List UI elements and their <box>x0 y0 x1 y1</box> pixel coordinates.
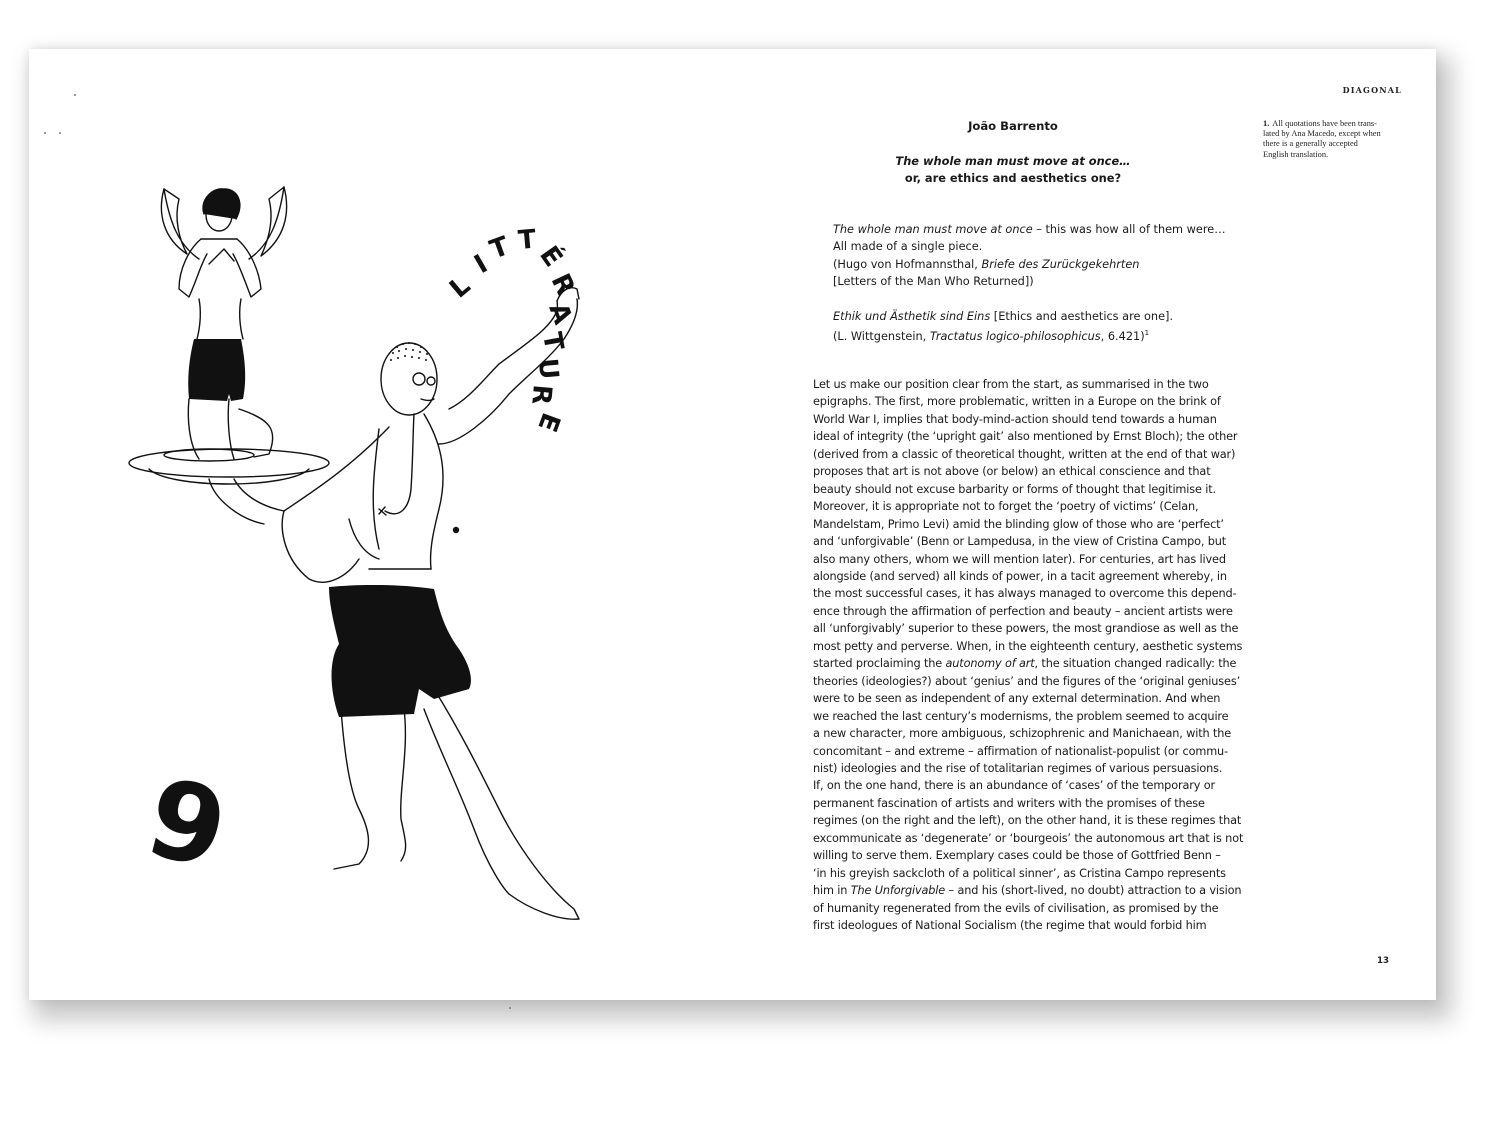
body-line: theories (ideologies?) about ‘genius’ and the figures of the ‘original geniuses’ <box>813 674 1241 688</box>
epigraph-1-line-2: All made of a single piece. <box>833 240 983 254</box>
body-line: a new character, more ambiguous, schizophrenic and Manichaean, with the <box>813 727 1232 741</box>
body-line: all ‘unforgivably’ superior to these powers, the most grandiose as well as the <box>813 622 1239 636</box>
body-line: willing to serve them. Exemplary cases could be those of Gottfried Benn – <box>813 849 1221 863</box>
body-line: Let us make our position clear from the start, as summarised in the two <box>813 378 1209 391</box>
body-line: excommunicate as ‘degenerate’ or ‘bourgeois’ the autonomous art that is not <box>813 831 1244 845</box>
paper-speck <box>44 132 46 134</box>
footnote-line: lated by Ana Macedo, except when <box>1263 129 1381 139</box>
footnote <box>1263 119 1403 160</box>
body-line: regimes (on the right and the left), on the other hand, it is these regimes that <box>813 814 1242 828</box>
numeral-nine: 9 <box>135 754 239 895</box>
epigraph-quote: [Ethics and aesthetics are one]. <box>990 310 1174 324</box>
body-line: of humanity regenerated from the evils of civilisation, as promised by the <box>813 901 1219 915</box>
epigraph-quote: – this was how all of them were… <box>1032 223 1226 236</box>
paper-speck <box>59 132 61 134</box>
body-line: we reached the last century’s modernisms, the problem seemed to acquire <box>813 709 1229 723</box>
epigraph-1-line-1 <box>833 221 1253 238</box>
body-line: proposes that art is not above (or below) an ethical conscience and that <box>813 465 1211 479</box>
title-line-1: The whole man must move at once… <box>895 154 1131 168</box>
paper-speck <box>509 1007 511 1009</box>
litterature-arc-text <box>444 225 580 436</box>
body-line: (derived from a classic of theoretical thought, written at the end of that war) <box>813 447 1236 461</box>
body-line: were to be seen as independent of any external determination. And when <box>813 692 1221 706</box>
body-line: started proclaiming the autonomy of art, the situation changed radically: the <box>813 657 1237 671</box>
svg-text:I: I <box>469 249 493 281</box>
svg-text:T: T <box>536 330 569 353</box>
svg-text:L: L <box>444 270 477 305</box>
body-line: Mandelstam, Primo Levi) amid the blinding glow of those who are ‘perfect’ <box>813 517 1224 531</box>
body-line: concomitant – and extreme – affirmation of nationalist-populist (or commu- <box>813 744 1228 758</box>
footnote-line: English translation. <box>1263 149 1329 159</box>
footnote-line: there is a generally accepted <box>1263 139 1358 149</box>
svg-text:É: É <box>533 240 569 273</box>
svg-text:T: T <box>486 231 514 266</box>
svg-text:R: R <box>544 269 581 301</box>
body-line: ence through the affirmation of perfection and beauty – ancient artists were <box>813 604 1233 618</box>
body-line: also many others, whom we will mention later). For centuries, art has lived <box>813 552 1226 566</box>
body-line: Moreover, it is appropriate not to forget the ‘poetry of victims’ (Celan, <box>813 500 1199 514</box>
epigraph-quote-italic: Ethik und Ästhetik sind Eins <box>833 310 991 324</box>
epigraph-source-title: Briefe des Zurückgekehrten <box>981 257 1140 271</box>
body-line: the most successful cases, it has always managed to overcome this depend- <box>813 587 1237 601</box>
body-line: most petty and perverse. When, in the eighteenth century, aesthetic systems <box>813 639 1243 653</box>
paper-speck <box>74 94 76 96</box>
epigraph-2-line-1 <box>833 308 1253 325</box>
svg-text:T: T <box>516 224 538 256</box>
epigraph-source: (L. Wittgenstein, <box>833 330 930 344</box>
epigraph-1-source <box>833 256 1253 273</box>
title-line-2: or, are ethics and aesthetics one? <box>904 170 1122 185</box>
svg-text:A: A <box>542 299 578 329</box>
epigraph-1-source-2: [Letters of the Man Who Returned]) <box>833 275 1034 289</box>
body-line: If, on the one hand, there is an abundance of ‘cases’ of the temporary or <box>813 779 1215 793</box>
body-text <box>813 376 1253 935</box>
body-line: alongside (and served) all kinds of power, in a tacit agreement whereby, in <box>813 569 1227 583</box>
body-line: him in The Unforgivable – and his (short-lived, no doubt) attraction to a vision <box>813 884 1242 898</box>
body-line: nist) ideologies and the rise of totalitarian regimes of various persuasions. <box>813 761 1223 775</box>
svg-text:U: U <box>532 356 564 381</box>
epigraph-source: (Hugo von Hofmannsthal, <box>833 257 982 271</box>
strongman-angel-drawing <box>29 49 733 1000</box>
body-line: World War I, implies that body-mind-action should tend towards a human <box>813 412 1217 426</box>
body-line: epigraphs. The first, more problematic, written in a Europe on the brink of <box>813 395 1221 409</box>
illustration <box>29 49 733 1000</box>
epigraph-source-title: Tractatus logico-philosophicus <box>929 330 1101 344</box>
body-line: permanent fascination of artists and writers with the promises of these <box>813 796 1205 810</box>
author-name: João Barrento <box>968 119 1058 133</box>
running-head: DIAGONAL <box>1342 85 1402 95</box>
epigraph-source: , 6.421) <box>1100 330 1145 344</box>
body-line: first ideologues of National Socialism (the regime that would forbid him <box>813 919 1207 933</box>
magazine-spread <box>29 49 1436 1000</box>
body-line: ideal of integrity (the ‘upright gait’ also mentioned by Ernst Bloch); the other <box>813 430 1238 444</box>
body-line: beauty should not excuse barbarity or forms of thought that legitimise it. <box>813 482 1216 496</box>
footnote-number: 1. <box>1263 119 1270 128</box>
svg-text:R: R <box>525 383 557 406</box>
epigraph-2-source <box>833 325 1253 345</box>
body-line: ‘in his greyish sackcloth of a political sinner’, as Cristina Campo represents <box>813 866 1226 880</box>
footnote-line: All quotations have been trans- <box>1272 119 1377 128</box>
body-line: and ‘unforgivable’ (Benn or Lampedusa, in the view of Cristina Campo, but <box>813 535 1227 549</box>
svg-text:E: E <box>531 408 566 436</box>
footnote-ref: 1 <box>1144 329 1150 338</box>
epigraph-quote-italic: The whole man must move at once <box>833 223 1033 236</box>
epigraphs <box>833 221 1253 346</box>
left-page <box>29 49 733 1000</box>
article-title <box>813 153 1213 186</box>
page-number: 13 <box>1377 956 1389 966</box>
right-page <box>733 49 1436 1000</box>
